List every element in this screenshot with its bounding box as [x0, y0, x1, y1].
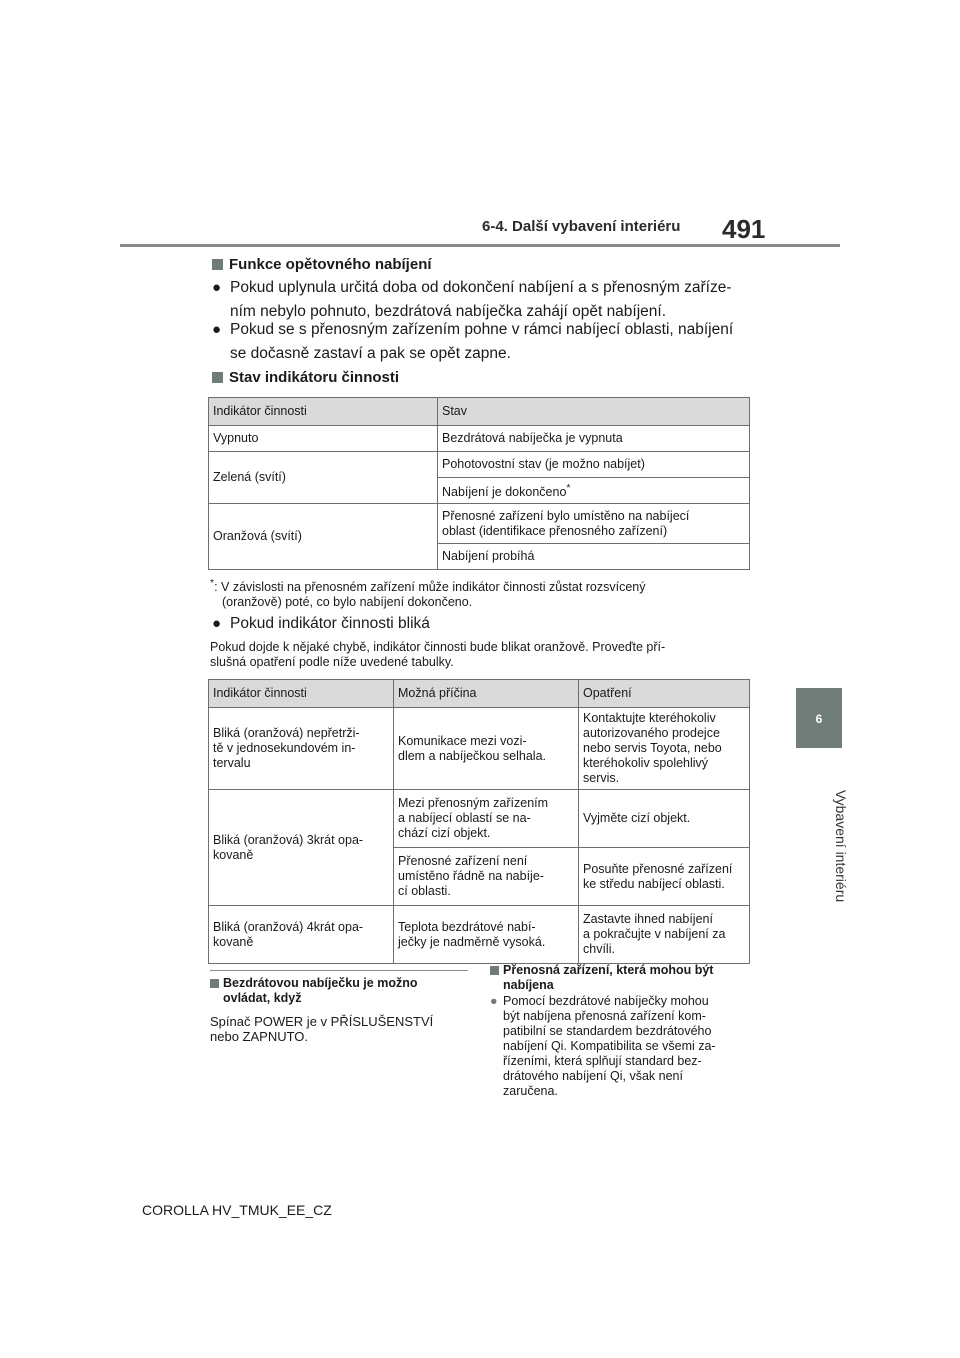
cell-line: kovaně [213, 934, 254, 949]
table-header: Indikátor činnosti [209, 680, 394, 708]
blink-troubleshoot-table [208, 679, 750, 964]
footnote [210, 576, 646, 610]
text-line: nabíjení Qi. Kompatibilita se všemi za- [503, 1039, 716, 1053]
cell-line: Posuňte přenosné zařízení [583, 861, 733, 876]
table-header: Stav [438, 398, 750, 426]
table-row [209, 504, 750, 544]
bullet-line: ním nebylo pohnuto, bezdrátová nabíječka zahájí opět nabíjení. [230, 303, 667, 320]
bullet-line: Pokud uplynula určitá doba od dokončení nabíjení a s přenosným zaříze- [230, 279, 732, 296]
cell-line: Teplota bezdrátové nabí- [398, 919, 536, 934]
text-line: slušná opatření podle níže uvedené tabulky. [210, 655, 454, 669]
table-cell [438, 478, 750, 504]
cell-line: oblast (identifikace přenosného zařízení) [442, 523, 668, 538]
bullet-line: se dočasně zastaví a pak se opět zapne. [230, 345, 511, 362]
indicator-heading [212, 369, 399, 386]
chapter-label: Vybavení interiéru [833, 789, 849, 903]
table-cell [579, 848, 750, 906]
table-cell: Zelená (svítí) [209, 452, 438, 504]
recharge-heading-text: Funkce opětovného nabíjení [229, 256, 432, 273]
cell-line: Mezi přenosným zařízením [398, 796, 549, 810]
footnote-mark: * [566, 483, 571, 494]
table-cell: Pohotovostní stav (je možno nabíjet) [438, 452, 750, 478]
table-cell: Oranžová (svítí) [209, 504, 438, 570]
footnote-line: : V závislosti na přenosném zařízení může indikátor činnosti zůstat rozsvícený [214, 580, 646, 595]
cell-line: ke středu nabíjecí oblasti. [583, 876, 725, 891]
cell-line: nebo servis Toyota, nebo [583, 741, 722, 755]
cell-line: Zastavte ihned nabíjení [583, 912, 713, 926]
cell-line: autorizovaného prodejce [583, 726, 720, 740]
left-note-title [210, 976, 417, 1006]
cell-line: a nabíjecí oblastí se na- [398, 811, 531, 825]
section-title: 6-4. Další vybavení interiéru [482, 218, 681, 235]
cell-line: kovaně [213, 847, 254, 862]
indicator-heading-text: Stav indikátoru činnosti [229, 369, 400, 386]
text-line: drátového nabíjení Qi, však není [503, 1069, 683, 1083]
table-row [209, 708, 750, 790]
indicator-status-table [208, 397, 750, 570]
table-header: Indikátor činnosti [209, 398, 438, 426]
table-cell [394, 848, 579, 906]
table-cell [579, 708, 750, 790]
cell-line: chvíli. [583, 942, 615, 956]
recharge-heading [212, 256, 432, 273]
cell-line: dlem a nabíječkou selhala. [398, 748, 547, 763]
table-cell [209, 906, 394, 964]
table-cell [579, 906, 750, 964]
bullet-dot-icon: ● [212, 615, 222, 632]
bullet-dot-icon: ● [212, 321, 222, 338]
text-line: řízeními, která splňují standard bez- [503, 1054, 702, 1068]
title-line: nabíjena [503, 978, 554, 992]
bullet-dot-icon: ● [490, 994, 498, 1008]
table-cell [209, 790, 394, 906]
cell-line: kteréhokoliv spolehlivý servis. [583, 756, 709, 785]
footnote-mark: * [210, 578, 215, 589]
table-cell [209, 708, 394, 790]
column-divider [210, 970, 468, 971]
table-cell: Bezdrátová nabíječka je vypnuta [438, 426, 750, 452]
bullet-dot-icon: ● [212, 279, 222, 296]
cell-line: ječky je nadměrně vysoká. [398, 934, 546, 949]
cell-line: Bliká (oranžová) 4krát opa- [213, 919, 364, 934]
table-row [209, 790, 750, 848]
cell-line: a pokračujte v nabíjení za [583, 927, 726, 941]
cell-line: Přenosné zařízení bylo umístěno na nabíjecí [442, 508, 690, 523]
text-line: zaručena. [503, 1084, 558, 1098]
cell-text: Nabíjení je dokončeno [442, 485, 567, 500]
table-header: Opatření [579, 680, 750, 708]
right-note-text [490, 994, 716, 1099]
cell-line: Bliká (oranžová) 3krát opa- [213, 832, 364, 847]
square-bullet-icon [212, 372, 223, 383]
chapter-number: 6 [815, 712, 823, 726]
table-cell [438, 504, 750, 544]
footnote-line: (oranžově) poté, co bylo nabíjení dokončeno. [222, 595, 473, 610]
page-number: 491 [722, 214, 766, 244]
cell-line: Bliká (oranžová) nepřetrži- [213, 726, 360, 740]
title-line: Přenosná zařízení, která mohou být [503, 963, 714, 977]
text-line: Pokud dojde k nějaké chybě, indikátor činnosti bude blikat oranžově. Proveďte pří- [210, 640, 666, 654]
table-row [209, 906, 750, 964]
table-header: Možná příčina [394, 680, 579, 708]
blink-heading [212, 612, 430, 636]
cell-line: chází cizí objekt. [398, 826, 491, 840]
table-cell: Nabíjení probíhá [438, 544, 750, 570]
footer-doc-id: COROLLA HV_TMUK_EE_CZ [142, 1202, 332, 1218]
recharge-bullet-2 [212, 318, 733, 366]
header-divider [120, 244, 840, 247]
table-row [209, 426, 750, 452]
text-line: Spínač POWER je v PŘÍSLUŠENSTVÍ [210, 1014, 434, 1029]
text-line: nebo ZAPNUTO. [210, 1029, 309, 1044]
table-cell: Vypnuto [209, 426, 438, 452]
table-cell [579, 790, 750, 848]
right-note-title [490, 963, 713, 993]
title-line: Bezdrátovou nabíječku je možno [223, 976, 418, 990]
text-line: patibilní se standardem bezdrátového [503, 1024, 712, 1038]
table-cell [394, 906, 579, 964]
recharge-bullet-1 [212, 276, 731, 324]
bullet-line: Pokud se s přenosným zařízením pohne v rámci nabíjecí oblasti, nabíjení [230, 321, 734, 338]
cell-line: Komunikace mezi vozi- [398, 733, 527, 748]
cell-line: cí oblasti. [398, 884, 451, 898]
title-line: ovládat, když [223, 991, 302, 1005]
cell-line: Vyjměte cizí objekt. [583, 811, 691, 825]
cell-line: umístěno řádně na nabíje- [398, 869, 544, 883]
cell-line: tě v jednosekundovém in- [213, 741, 356, 755]
cell-line: Přenosné zařízení není [398, 854, 528, 868]
text-line: Pomocí bezdrátové nabíječky mohou [503, 994, 709, 1008]
square-bullet-icon [210, 979, 219, 988]
table-cell [394, 790, 579, 848]
cell-line: tervalu [213, 756, 251, 770]
text-line: být nabíjena přenosná zařízení kom- [503, 1009, 706, 1023]
square-bullet-icon [490, 966, 499, 975]
blink-description [210, 640, 665, 670]
table-cell [394, 708, 579, 790]
table-row [209, 452, 750, 478]
blink-heading-text: Pokud indikátor činnosti bliká [230, 615, 430, 632]
left-note-text [210, 1014, 433, 1044]
square-bullet-icon [212, 259, 223, 270]
cell-line: Kontaktujte kteréhokoliv [583, 711, 716, 725]
